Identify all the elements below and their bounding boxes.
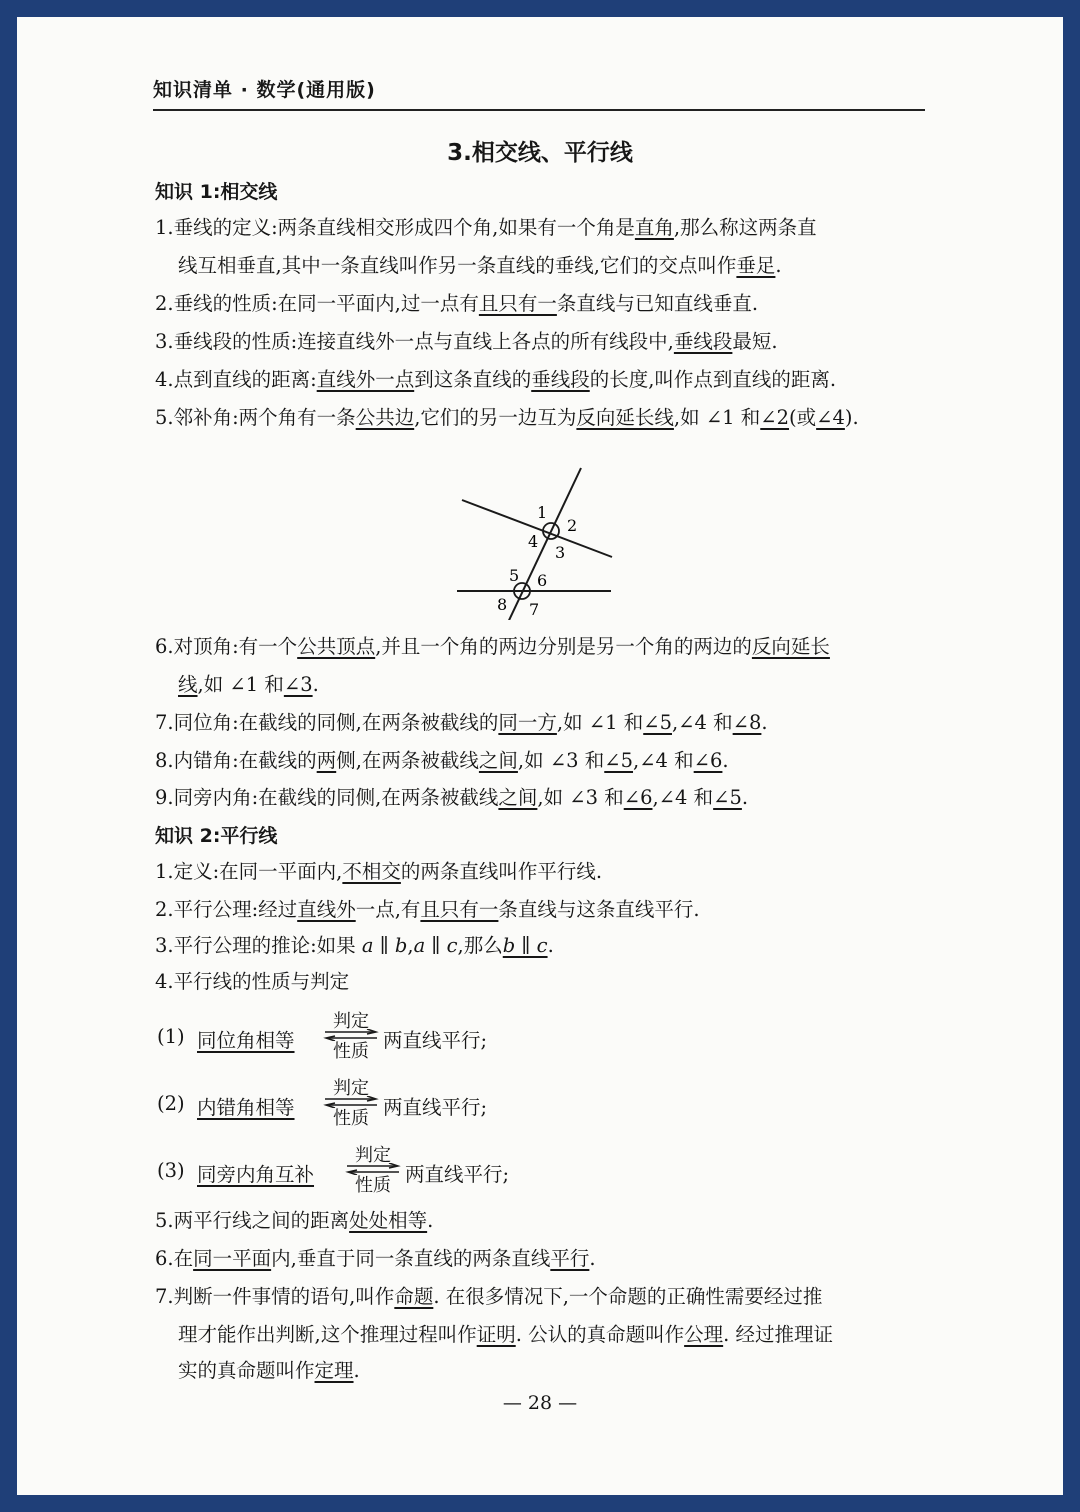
- angle-label-5: 5: [509, 566, 520, 585]
- angle-label-1: 1: [537, 503, 548, 522]
- judgement-property-arrows: [345, 1141, 401, 1197]
- property-number: (2): [157, 1092, 185, 1115]
- intersecting-lines-diagram: [457, 450, 637, 620]
- property-condition: 同位角相等: [197, 1029, 295, 1052]
- page: [17, 17, 1063, 1495]
- judgement-property-arrows: [323, 1074, 379, 1130]
- angle-label-7: 7: [529, 600, 540, 619]
- section-title: 3.相交线、平行线: [447, 140, 633, 166]
- k1-line-6b: 线,如 ∠1 和∠3.: [178, 673, 319, 696]
- angle-label-3: 3: [555, 543, 566, 562]
- k2-line-6: 6.在同一平面内,垂直于同一条直线的两条直线平行.: [155, 1247, 596, 1270]
- running-header: 知识清单 · 数学(通用版): [153, 79, 376, 101]
- k2-line-5: 5.两平行线之间的距离处处相等.: [155, 1209, 434, 1232]
- property-condition: 内错角相等: [197, 1096, 295, 1119]
- arrow-label-judgement: 判定: [355, 1145, 391, 1166]
- k1-line-5: 5.邻补角:两个角有一条公共边,它们的另一边互为反向延长线,如 ∠1 和∠2(或∠4).: [155, 406, 859, 429]
- property-conclusion: 两直线平行;: [383, 1029, 488, 1052]
- arrow-label-property: 性质: [333, 1041, 369, 1062]
- k1-line-8: 8.内错角:在截线的两侧,在两条被截线之间,如 ∠3 和∠5,∠4 和∠6.: [155, 749, 729, 772]
- angle-label-6: 6: [537, 571, 548, 590]
- k1-line-3: 3.垂线段的性质:连接直线外一点与直线上各点的所有线段中,垂线段最短.: [155, 330, 778, 353]
- k1-line-9: 9.同旁内角:在截线的同侧,在两条被截线之间,如 ∠3 和∠6,∠4 和∠5.: [155, 786, 749, 809]
- header-rule: [153, 109, 925, 111]
- page-number: — 28 —: [502, 1392, 578, 1414]
- k2-line-3: 3.平行公理的推论:如果 a ∥ b,a ∥ c,那么b ∥ c.: [155, 934, 554, 957]
- arrow-label-property: 性质: [355, 1175, 391, 1196]
- arrow-label-judgement: 判定: [333, 1011, 369, 1032]
- k1-line-4: 4.点到直线的距离:直线外一点到这条直线的垂线段的长度,叫作点到直线的距离.: [155, 368, 837, 391]
- k1-line-7: 7.同位角:在截线的同侧,在两条被截线的同一方,如 ∠1 和∠5,∠4 和∠8.: [155, 711, 768, 734]
- k1-line-2: 2.垂线的性质:在同一平面内,过一点有且只有一条直线与已知直线垂直.: [155, 292, 759, 315]
- angle-label-2: 2: [567, 516, 578, 535]
- property-condition: 同旁内角互补: [197, 1163, 315, 1186]
- arrow-label-judgement: 判定: [333, 1078, 369, 1099]
- property-conclusion: 两直线平行;: [405, 1163, 510, 1186]
- angle-label-4: 4: [528, 532, 539, 551]
- judgement-property-arrows: [323, 1007, 379, 1063]
- transversal-line: [503, 468, 581, 620]
- k2-line-7a: 7.判断一件事情的语句,叫作命题. 在很多情况下,一个命题的正确性需要经过推: [155, 1285, 823, 1308]
- k1-line-1a: 1.垂线的定义:两条直线相交形成四个角,如果有一个角是直角,那么称这两条直: [155, 216, 817, 239]
- k2-line-2: 2.平行公理:经过直线外一点,有且只有一条直线与这条直线平行.: [155, 898, 700, 921]
- k2-line-7b: 理才能作出判断,这个推理过程叫作证明. 公认的真命题叫作公理. 经过推理证: [178, 1323, 834, 1346]
- k2-line-1: 1.定义:在同一平面内,不相交的两条直线叫作平行线.: [155, 860, 603, 883]
- angle-label-8: 8: [497, 595, 508, 614]
- knowledge-1-heading: 知识 1:相交线: [155, 181, 278, 203]
- k2-line-7c: 实的真命题叫作定理.: [178, 1359, 360, 1382]
- property-conclusion: 两直线平行;: [383, 1096, 488, 1119]
- k1-line-6a: 6.对顶角:有一个公共顶点,并且一个角的两边分别是另一个角的两边的反向延长: [155, 635, 830, 658]
- k1-line-1b: 线互相垂直,其中一条直线叫作另一条直线的垂线,它们的交点叫作垂足.: [178, 254, 782, 277]
- knowledge-2-heading: 知识 2:平行线: [155, 825, 278, 847]
- property-number: (1): [157, 1025, 185, 1048]
- arrow-label-property: 性质: [333, 1108, 369, 1129]
- property-number: (3): [157, 1159, 185, 1182]
- k2-line-4: 4.平行线的性质与判定: [155, 970, 350, 993]
